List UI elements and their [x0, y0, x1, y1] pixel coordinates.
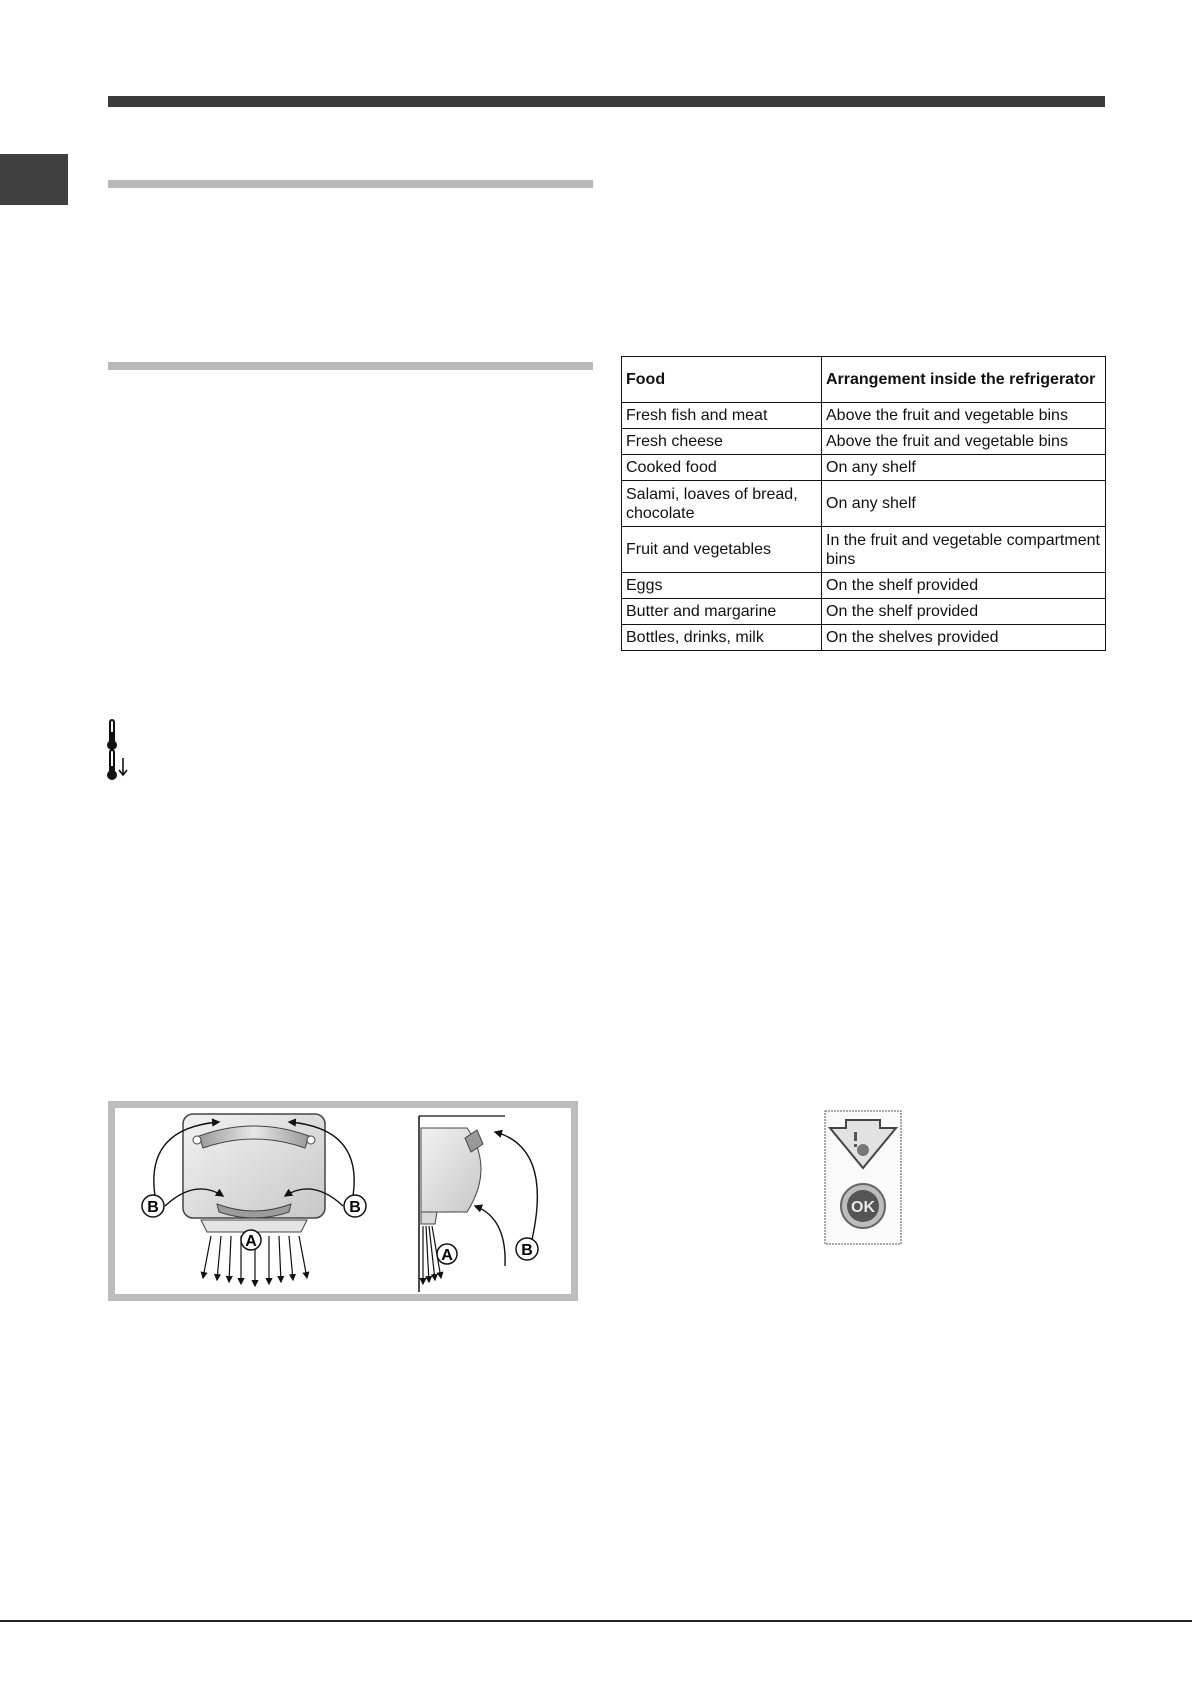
arrangement-cell: On the shelves provided: [822, 625, 1106, 651]
table-row: [622, 403, 1106, 429]
section-rule-1: [108, 180, 593, 188]
food-arrangement-table: [621, 356, 1106, 651]
front-view: [142, 1114, 366, 1286]
section-rule-2: [108, 362, 593, 370]
food-cell: Butter and margarine: [622, 599, 822, 625]
food-cell: Cooked food: [622, 455, 822, 481]
food-cell: Bottles, drinks, milk: [622, 625, 822, 651]
side-view: [419, 1116, 538, 1292]
header-arrangement: Arrangement inside the refrigerator: [822, 357, 1106, 403]
label-a-side: A: [441, 1247, 453, 1264]
control-panel-icons: [824, 1110, 902, 1245]
language-tab: [0, 154, 68, 205]
table-row: [622, 599, 1106, 625]
table-row: [622, 429, 1106, 455]
label-a-front: A: [245, 1233, 257, 1250]
arrangement-cell: Above the fruit and vegetable bins: [822, 403, 1106, 429]
table-row: [622, 625, 1106, 651]
arrangement-cell: On the shelf provided: [822, 573, 1106, 599]
label-b-left: B: [147, 1199, 159, 1216]
label-b-side: B: [521, 1242, 533, 1259]
arrangement-cell: Above the fruit and vegetable bins: [822, 429, 1106, 455]
thermometer-icon: [105, 718, 129, 752]
food-cell: Fruit and vegetables: [622, 527, 822, 573]
arrangement-cell: On the shelf provided: [822, 599, 1106, 625]
airflow-diagram: [115, 1108, 571, 1294]
ok-label: OK: [851, 1199, 875, 1216]
thermometer-down-icon: [105, 748, 129, 782]
header-food: Food: [622, 357, 822, 403]
label-b-right: B: [349, 1199, 361, 1216]
food-cell: Fresh cheese: [622, 429, 822, 455]
food-cell: Salami, loaves of bread, chocolate: [622, 481, 822, 527]
ok-button-icon: [841, 1184, 885, 1228]
airflow-figure: [108, 1101, 578, 1301]
footer-rule: [0, 1620, 1192, 1622]
table-row: [622, 527, 1106, 573]
food-cell: Fresh fish and meat: [622, 403, 822, 429]
arrangement-cell: On any shelf: [822, 481, 1106, 527]
table-header-row: [622, 357, 1106, 403]
food-cell: Eggs: [622, 573, 822, 599]
arrangement-cell: In the fruit and vegetable compartment bins: [822, 527, 1106, 573]
arrangement-cell: On any shelf: [822, 455, 1106, 481]
table-row: [622, 481, 1106, 527]
table-row: [622, 455, 1106, 481]
table-row: [622, 573, 1106, 599]
header-rule: [108, 96, 1105, 107]
